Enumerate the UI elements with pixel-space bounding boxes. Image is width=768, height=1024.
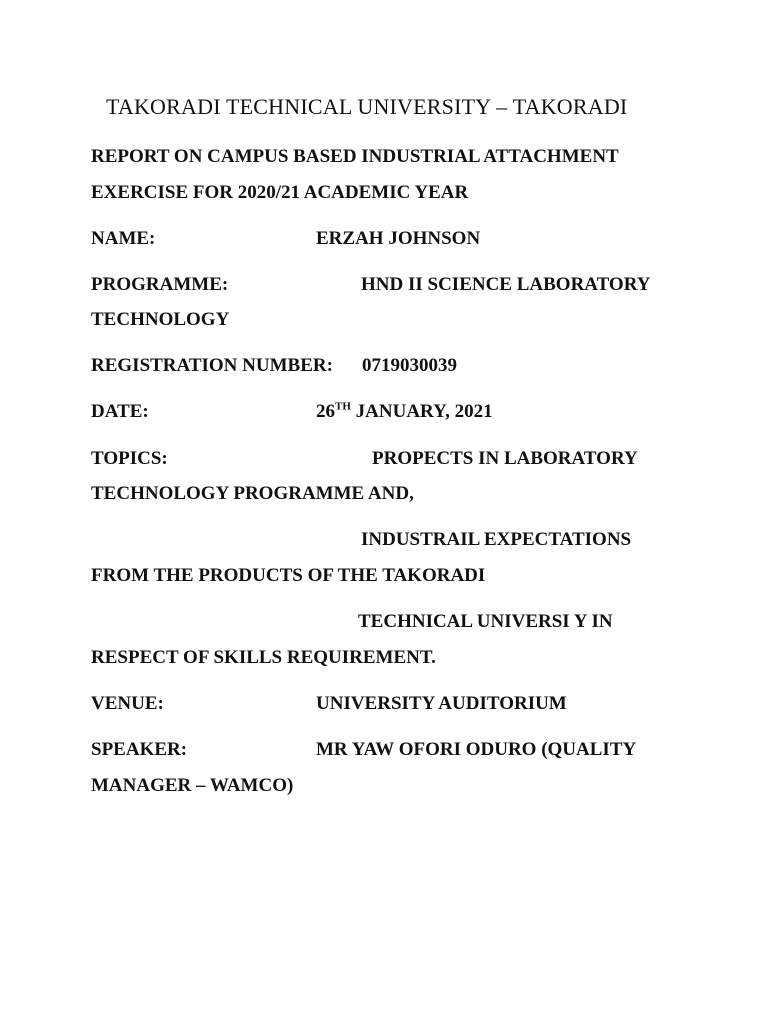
report-heading-line1: REPORT ON CAMPUS BASED INDUSTRIAL ATTACHMENT bbox=[91, 146, 619, 167]
topics-line6: RESPECT OF SKILLS REQUIREMENT. bbox=[91, 647, 436, 668]
registration-value: 0719030039 bbox=[362, 355, 457, 376]
registration-label: REGISTRATION NUMBER: bbox=[91, 355, 333, 376]
programme-label: PROGRAMME: bbox=[91, 274, 229, 295]
topics-line1: PROPECTS IN LABORATORY bbox=[372, 448, 638, 469]
name-label: NAME: bbox=[91, 228, 156, 249]
programme-value-line2: TECHNOLOGY bbox=[91, 309, 230, 330]
venue-value: UNIVERSITY AUDITORIUM bbox=[316, 693, 567, 714]
topics-line4: FROM THE PRODUCTS OF THE TAKORADI bbox=[91, 565, 486, 586]
speaker-label: SPEAKER: bbox=[91, 739, 188, 760]
university-title: TAKORADI TECHNICAL UNIVERSITY – TAKORADI bbox=[106, 94, 628, 119]
topics-line5: TECHNICAL UNIVERSI Y IN bbox=[358, 611, 613, 632]
date-label: DATE: bbox=[91, 401, 149, 422]
programme-value-line1: HND II SCIENCE LABORATORY bbox=[361, 274, 651, 295]
speaker-value-line2: MANAGER – WAMCO) bbox=[91, 775, 294, 796]
topics-label: TOPICS: bbox=[91, 448, 168, 469]
topics-line3: INDUSTRAIL EXPECTATIONS bbox=[361, 529, 632, 550]
venue-label: VENUE: bbox=[91, 693, 164, 714]
date-suffix: TH bbox=[335, 400, 351, 413]
name-value: ERZAH JOHNSON bbox=[316, 228, 481, 249]
date-rest: JANUARY, 2021 bbox=[350, 401, 493, 422]
report-heading-line2: EXERCISE FOR 2020/21 ACADEMIC YEAR bbox=[91, 182, 469, 203]
topics-line2: TECHNOLOGY PROGRAMME AND, bbox=[91, 483, 414, 504]
date-day: 26 bbox=[316, 401, 335, 422]
date-value bbox=[316, 401, 493, 423]
speaker-value-line1: MR YAW OFORI ODURO (QUALITY bbox=[316, 739, 637, 760]
